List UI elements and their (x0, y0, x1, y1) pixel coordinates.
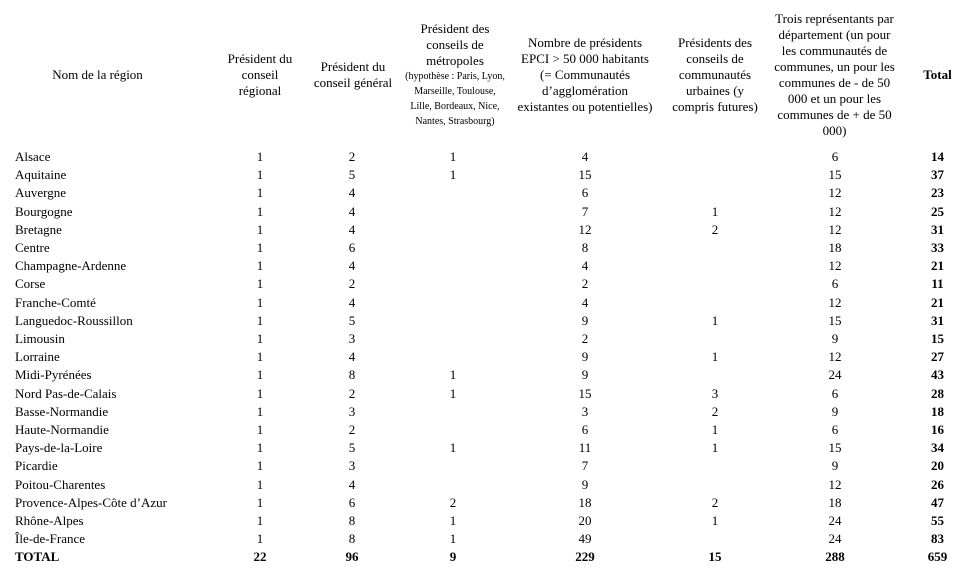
cell-regional: 1 (256, 331, 264, 346)
cell-urbaines: 1 (711, 440, 719, 456)
cell-metropoles (428, 403, 478, 421)
cell-total: 83 (931, 531, 944, 547)
cell-epci: 11 (578, 440, 592, 456)
table-row (0, 184, 980, 202)
cell-trois: 12 (828, 258, 842, 274)
cell-regional: 1 (256, 367, 264, 383)
cell-regional: 1 (256, 258, 264, 274)
cell-epci: 20 (578, 513, 592, 528)
cell-epci: 9 (581, 476, 589, 492)
cell-name: Alsace (15, 149, 51, 164)
cell-epci: 2 (581, 276, 589, 292)
table-row (0, 257, 980, 275)
cell-epci: 18 (578, 494, 592, 510)
cell-epci: 3 (581, 403, 589, 419)
cell-general: 8 (348, 531, 356, 547)
cell-urbaines (690, 476, 740, 494)
cell-general: 4 (348, 258, 356, 274)
cell-regional: 22 (253, 549, 267, 565)
cell-urbaines: 1 (711, 203, 719, 219)
header-metropoles: Président des conseils de métropoles (hypothèse : Paris, Lyon, Marseille, Toulouse, Lille, Bordeaux, Nice, Nantes, Strasbourg) (405, 21, 505, 127)
table-row (0, 203, 980, 221)
cell-metropoles (428, 257, 478, 275)
header-general: Président du conseil général (313, 59, 393, 90)
cell-total: 55 (931, 513, 944, 528)
table-row (0, 166, 980, 184)
header-urbaines: Présidents des conseils de communautés urbaines (y compris futures) (672, 35, 758, 114)
cell-name: Haute-Normandie (15, 422, 109, 437)
cell-total: 37 (931, 167, 944, 183)
cell-trois: 6 (831, 276, 839, 292)
cell-trois: 12 (828, 221, 842, 237)
cell-name: Champagne-Ardenne (15, 258, 127, 274)
cell-total: 15 (931, 331, 944, 346)
total-row (0, 548, 980, 566)
cell-epci: 9 (581, 367, 589, 383)
cell-urbaines (690, 294, 740, 312)
cell-urbaines: 3 (711, 385, 719, 401)
cell-metropoles (428, 457, 478, 475)
cell-urbaines (690, 166, 740, 184)
table-row (0, 294, 980, 312)
cell-trois: 9 (831, 458, 839, 474)
cell-regional: 1 (256, 513, 264, 528)
cell-epci: 12 (578, 221, 592, 237)
cell-trois: 6 (831, 149, 839, 164)
cell-general: 4 (348, 349, 356, 365)
cell-general: 2 (348, 276, 356, 292)
cell-metropoles: 9 (449, 549, 457, 565)
table-row (0, 366, 980, 384)
cell-metropoles: 1 (449, 167, 457, 183)
cell-regional: 1 (256, 276, 264, 292)
cell-trois: 18 (828, 240, 842, 255)
cell-regional: 1 (256, 349, 264, 365)
cell-general: 3 (348, 403, 356, 419)
cell-total: 47 (931, 494, 944, 510)
cell-trois: 6 (831, 385, 839, 401)
cell-epci: 9 (581, 312, 589, 328)
table-row (0, 476, 980, 494)
cell-total: 11 (931, 276, 944, 292)
cell-name: Basse-Normandie (15, 403, 109, 419)
cell-total: 31 (931, 312, 944, 328)
cell-regional: 1 (256, 422, 264, 437)
cell-regional: 1 (256, 221, 264, 237)
cell-general: 5 (348, 312, 356, 328)
cell-trois: 24 (828, 513, 842, 528)
header-total: Total (923, 67, 952, 82)
cell-urbaines (690, 530, 740, 548)
cell-general: 3 (348, 458, 356, 474)
cell-urbaines: 1 (711, 513, 719, 528)
cell-trois: 15 (828, 440, 842, 456)
cell-general: 4 (348, 185, 356, 201)
cell-regional: 1 (256, 294, 264, 310)
cell-urbaines (690, 257, 740, 275)
cell-total: 33 (931, 240, 944, 255)
header-trois: Trois représentants par département (un pour les communautés de communes, un pour les communes de - de 50 000 et un pour les communes de + de 50 000) (774, 11, 895, 138)
cell-general: 96 (345, 549, 359, 565)
cell-urbaines (690, 275, 740, 293)
cell-urbaines: 2 (711, 403, 719, 419)
cell-metropoles: 1 (449, 531, 457, 547)
table-row (0, 330, 980, 348)
cell-metropoles (428, 312, 478, 330)
cell-epci: 4 (581, 294, 589, 310)
cell-urbaines: 15 (708, 549, 722, 565)
cell-urbaines: 1 (711, 422, 719, 437)
cell-trois: 18 (828, 494, 842, 510)
cell-urbaines (690, 457, 740, 475)
cell-trois: 24 (828, 367, 842, 383)
cell-name: Midi-Pyrénées (15, 367, 92, 383)
cell-total: 14 (931, 149, 944, 164)
cell-regional: 1 (256, 458, 264, 474)
cell-name: Poitou-Charentes (15, 476, 106, 492)
cell-epci: 6 (581, 185, 589, 201)
table-row (0, 439, 980, 457)
cell-name: Languedoc-Roussillon (15, 312, 133, 328)
cell-urbaines (690, 330, 740, 348)
cell-metropoles (428, 221, 478, 239)
table-row (0, 348, 980, 366)
header-regional: Président du conseil régional (227, 51, 293, 98)
cell-name: Auvergne (15, 185, 67, 201)
cell-name: Pays-de-la-Loire (15, 440, 103, 456)
table-row (0, 275, 980, 293)
cell-regional: 1 (256, 440, 264, 456)
cell-name: Corse (15, 276, 46, 292)
cell-metropoles: 1 (449, 367, 457, 383)
cell-total: 28 (931, 385, 944, 401)
cell-regional: 1 (256, 240, 264, 255)
cell-urbaines: 2 (711, 494, 719, 510)
cell-trois: 6 (831, 422, 839, 437)
cell-name: Limousin (15, 331, 65, 346)
cell-metropoles: 1 (449, 440, 457, 456)
cell-urbaines: 2 (711, 221, 719, 237)
cell-total: 23 (931, 185, 944, 201)
cell-regional: 1 (256, 312, 264, 328)
cell-metropoles (428, 203, 478, 221)
cell-metropoles (428, 421, 478, 439)
cell-metropoles (428, 348, 478, 366)
cell-urbaines (690, 366, 740, 384)
cell-metropoles (428, 184, 478, 202)
cell-regional: 1 (256, 167, 264, 183)
cell-trois: 15 (828, 312, 842, 328)
cell-name: TOTAL (15, 549, 60, 565)
cell-name: Lorraine (15, 349, 60, 365)
header-metropoles-note: (hypothèse : Paris, Lyon, Marseille, Toulouse, Lille, Bordeaux, Nice, Nantes, Strasbourg) (405, 71, 505, 127)
table-row (0, 512, 980, 530)
cell-total: 16 (931, 422, 944, 437)
table-row (0, 239, 980, 257)
cell-general: 6 (348, 494, 356, 510)
cell-regional: 1 (256, 476, 264, 492)
cell-metropoles (428, 476, 478, 494)
cell-metropoles (428, 239, 478, 257)
cell-name: Nord Pas-de-Calais (15, 385, 117, 401)
cell-urbaines (690, 148, 740, 166)
cell-regional: 1 (256, 494, 264, 510)
table-row (0, 403, 980, 421)
cell-metropoles: 2 (449, 494, 457, 510)
cell-general: 4 (348, 294, 356, 310)
cell-trois: 24 (828, 531, 842, 547)
cell-name: Bourgogne (15, 203, 73, 219)
cell-name: Franche-Comté (15, 294, 96, 310)
cell-total: 27 (931, 349, 944, 365)
cell-general: 5 (348, 440, 356, 456)
cell-total: 25 (931, 203, 944, 219)
cell-metropoles: 1 (449, 149, 457, 164)
cell-general: 3 (348, 331, 356, 346)
cell-urbaines (690, 184, 740, 202)
cell-trois: 15 (828, 167, 842, 183)
cell-name: Provence-Alpes-Côte d’Azur (15, 494, 167, 510)
cell-general: 4 (348, 203, 356, 219)
cell-name: Bretagne (15, 221, 62, 237)
cell-epci: 9 (581, 349, 589, 365)
cell-regional: 1 (256, 403, 264, 419)
cell-total: 26 (931, 476, 944, 492)
cell-epci: 229 (575, 549, 595, 565)
cell-regional: 1 (256, 149, 264, 164)
cell-total: 34 (931, 440, 944, 456)
table-row (0, 421, 980, 439)
table-row (0, 530, 980, 548)
cell-general: 8 (348, 513, 356, 528)
cell-total: 21 (931, 258, 944, 274)
cell-epci: 49 (578, 531, 592, 547)
cell-regional: 1 (256, 385, 264, 401)
cell-total: 659 (927, 549, 948, 565)
cell-general: 4 (348, 476, 356, 492)
cell-general: 6 (348, 240, 356, 255)
cell-epci: 2 (581, 331, 589, 346)
cell-general: 8 (348, 367, 356, 383)
cell-regional: 1 (256, 203, 264, 219)
cell-trois: 12 (828, 203, 842, 219)
cell-regional: 1 (256, 531, 264, 547)
cell-total: 21 (931, 294, 944, 310)
cell-total: 43 (931, 367, 944, 383)
cell-total: 31 (931, 221, 944, 237)
cell-name: Rhône-Alpes (15, 513, 84, 528)
cell-general: 4 (348, 221, 356, 237)
cell-epci: 8 (581, 240, 589, 255)
table-header (0, 0, 980, 150)
table-row (0, 148, 980, 166)
cell-urbaines: 1 (711, 349, 719, 365)
table-row (0, 494, 980, 512)
cell-trois: 12 (828, 294, 842, 310)
cell-name: Aquitaine (15, 167, 67, 183)
cell-epci: 4 (581, 258, 589, 274)
cell-epci: 4 (581, 149, 589, 164)
cell-metropoles (428, 275, 478, 293)
cell-trois: 288 (825, 549, 845, 565)
cell-name: Île-de-France (15, 531, 86, 547)
header-epci: Nombre de présidents EPCI > 50 000 habitants (= Communautés d’agglomération existantes ou potentielles) (517, 35, 653, 114)
cell-urbaines (690, 239, 740, 257)
cell-name: Picardie (15, 458, 58, 474)
cell-epci: 6 (581, 422, 589, 437)
cell-name: Centre (15, 240, 50, 255)
cell-metropoles (428, 330, 478, 348)
table-row (0, 457, 980, 475)
cell-metropoles: 1 (449, 385, 457, 401)
cell-metropoles (428, 294, 478, 312)
cell-epci: 15 (578, 167, 592, 183)
cell-epci: 15 (578, 385, 592, 401)
cell-trois: 12 (828, 476, 842, 492)
cell-general: 2 (348, 149, 356, 164)
cell-trois: 9 (831, 403, 839, 419)
cell-general: 2 (348, 422, 356, 437)
cell-urbaines: 1 (711, 312, 719, 328)
cell-metropoles: 1 (449, 513, 457, 528)
header-region: Nom de la région (52, 67, 143, 82)
cell-regional: 1 (256, 185, 264, 201)
cell-general: 2 (348, 385, 356, 401)
cell-trois: 9 (831, 331, 839, 346)
table-row (0, 385, 980, 403)
cell-epci: 7 (581, 458, 589, 474)
table-row (0, 221, 980, 239)
cell-trois: 12 (828, 185, 842, 201)
cell-epci: 7 (581, 203, 589, 219)
cell-total: 20 (931, 458, 944, 474)
cell-general: 5 (348, 167, 356, 183)
cell-total: 18 (931, 403, 944, 419)
cell-trois: 12 (828, 349, 842, 365)
table-row (0, 312, 980, 330)
